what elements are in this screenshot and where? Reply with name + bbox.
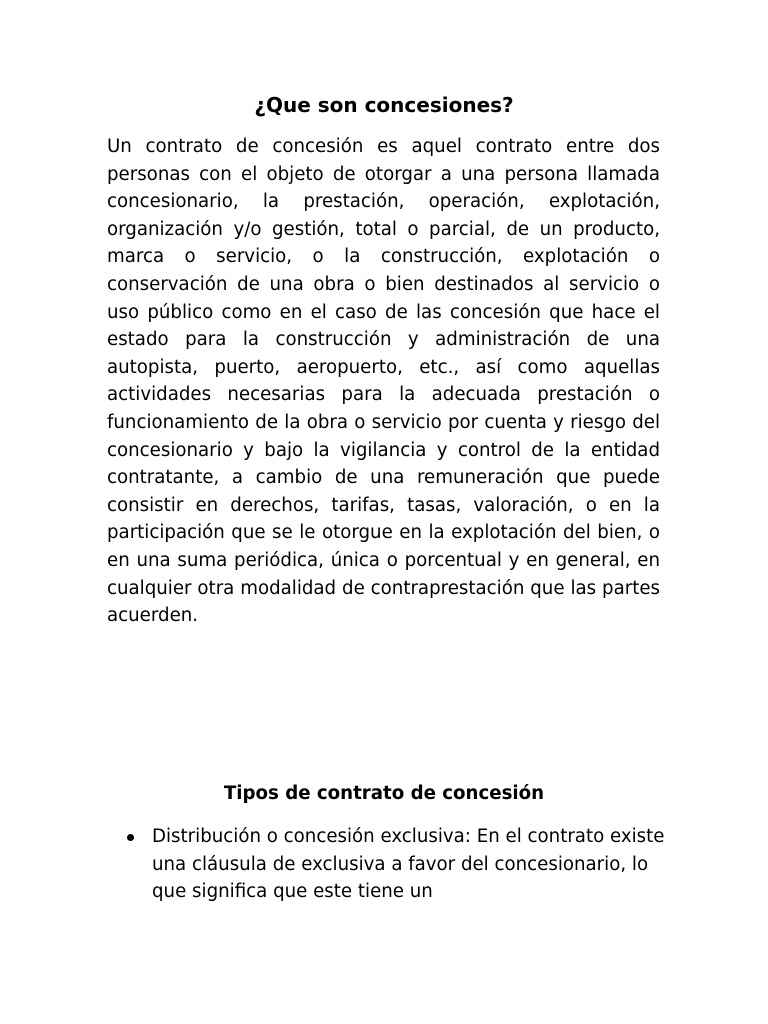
document-title: ¿Que son concesiones? [254,93,514,117]
section-subtitle: Tipos de contrato de concesión [223,783,545,804]
contract-types-list [107,823,667,906]
list-item-text: Distribución o concesión exclusiva: En el contrato existe una cláusula de exclusiva a favor del concesionario, lo que significa que este tiene un [152,826,665,903]
list-item [107,823,667,906]
bullet-icon [127,834,134,841]
definition-paragraph: Un contrato de concesión es aquel contrato entre dos personas con el objeto de otorgar a una persona llamada concesionario, la prestación, operación, explotación, organización y/o gestión, total o parcial, de un producto, marca o servicio, o la construcción, explotación o conservación de una obra o bien destinados al servicio o uso público como en el caso de las concesión que hace el estado para la construcción y administración de una autopista, puerto, aeropuerto, etc., así como aquellas actividades necesarias para la adecuada prestación o funcionamiento de la obra o servicio por cuenta y riesgo del concesionario y bajo la vigilancia y control de la entidad contratante, a cambio de una remuneración que puede consistir en derechos, tarifas, tasas, valoración, o en la participación que se le otorgue en la explotación del bien, o en una suma periódica, única o porcentual y en general, en cualquier otra modalidad de contraprestación que las partes acuerden. [107,136,660,627]
